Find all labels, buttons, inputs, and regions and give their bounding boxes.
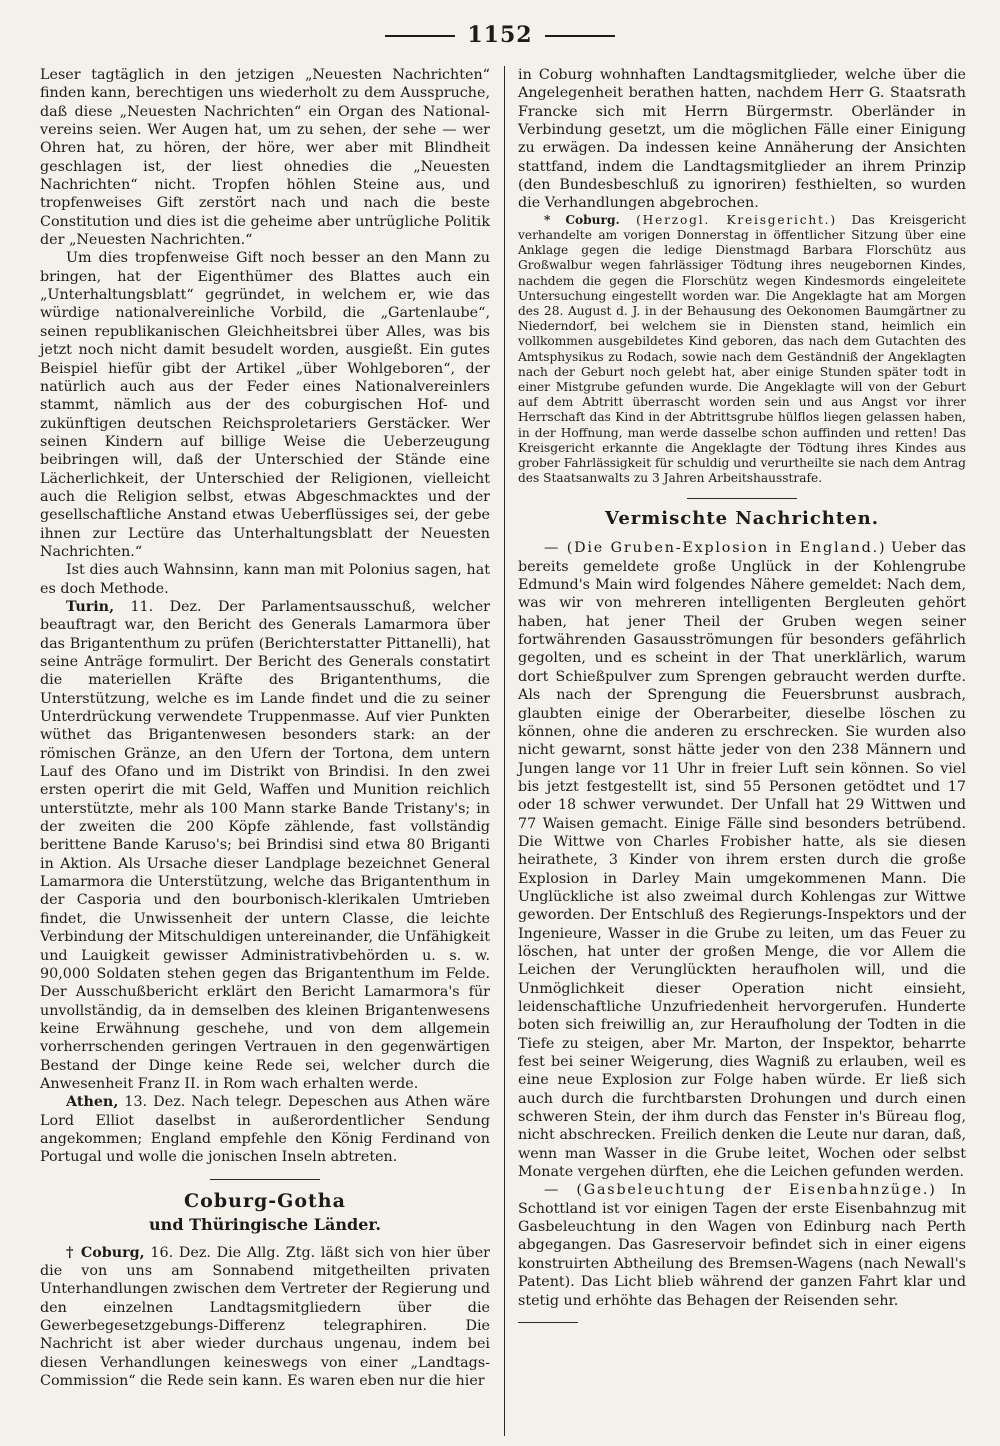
paragraph-landtag-continued: in Coburg wohnhaften Landtagsmitglieder, welche über die Angelegenheit berathen hatten, nachdem Herr G. Staatsrath Francke sich mit Herrn Bürgermstr. Oberländer in Verbindung gesetzt, um die möglichen Fälle einer Einigung zu erwägen. Da indessen keine Annäherung der Ansichten stattfand, indem die Landtagsmitglieder an ihrem Prinzip (den Bundesbeschluß zu ignoriren) festhielten, so wurden die Verhandlungen abgebrochen. xyxy=(518,67,966,212)
article-turin xyxy=(40,598,490,1093)
article-kreisgericht xyxy=(518,213,966,487)
gasbeleuchtung-text: In Schottland ist vor einigen Tagen der erste Eisenbahnzug mit Gasbeleuchtung in den Wagen von Edinburg nach Perth abgegangen. Das Gasreservoir befindet sich in einer eigens konstruirten Abtheilung des Bremsen-Wagens (nach Newall's Patent). Das Licht blieb während der ganzen Fahrt klar und stetig und erhöhte das Behagen der Reisenden sehr. xyxy=(518,1182,966,1309)
court-label: (Herzogl. Kreisgericht.) xyxy=(619,212,837,227)
article-gasbeleuchtung xyxy=(518,1181,966,1309)
article-gruben-explosion xyxy=(518,539,966,1181)
heading-thueringische-laender: und Thüringische Länder. xyxy=(149,1214,381,1234)
page-number-rule-right xyxy=(545,35,615,37)
gruben-explosion-label: — (Die Gruben-Explosion in England.) xyxy=(544,540,887,557)
dateline-athen: Athen, xyxy=(66,1094,119,1111)
dateline-turin: Turin, xyxy=(66,598,115,615)
paragraph-neueste-nachrichten: Leser tagtäglich in den jetzigen „Neuesten Nachrichten“ finden kann, berechtigen uns wiederholt zu dem Ausspruche, daß diese „Neuesten Nachrichten“ ein Organ des National-vereins seien. Wer Augen hat, um zu sehen, der sehe — wer Ohren hat, zu hören, der höre, wer aber mit Blindheit geschlagen ist, der liest ohnedies die „Neuesten Nachrichten“ nicht. Tropfen höhlen Steine aus, und tropfenweises Gift zerstört nach und nach die beste Constitution und dies ist die geheime aber untrügliche Politik der „Neuesten Nachrichten.“ xyxy=(40,67,490,249)
article-coburg-unterhandlungen xyxy=(40,1244,490,1391)
page-number-text: 1152 xyxy=(467,22,533,48)
page-number-rule-left xyxy=(385,35,455,37)
paragraph-polonius: Ist dies auch Wahnsinn, kann man mit Polonius sagen, hat es doch Methode. xyxy=(40,562,490,597)
heading-coburg-gotha: Coburg-Gotha xyxy=(184,1189,346,1212)
court-text: Das Kreisgericht verhandelte am vorigen Donnerstag in öffentlicher Sitzung über eine Anklage gegen die ledige Dienstmagd Barbara Florschütz aus Großwalbur wegen fahrlässiger Tödtung ihres neugebornen Kindes, nachdem die gegen die Florschütz wegen Kindesmords eingeleitete Untersuchung eingestellt worden war. Die Angeklagte hat am Morgen des 28. August d. J. in der Behausung des Oekonomen Baumgärtner zu Niederndorf, bei welchem sie in Diensten stand, heimlich ein vollkommen ausgebildetes Kind geboren, das nach dem Gutachten des Amtsphysikus zu Rodach, sowie nach dem Geständniß der Angeklagten nach der Geburt noch gelebt hat, aber einige Stunden später todt in einer Mistgrube gefunden wurde. Die Angeklagte will von der Geburt auf dem Abtritt überrascht worden sein und aus Angst vor ihrer Herrschaft das Kind in der Abtrittsgrube hülflos liegen gelassen haben, in der Hoffnung, man werde dasselbe schon auffinden und retten! Das Kreisgericht erkannte die Angeklagte der Tödtung ihres Kindes aus grober Fahrlässigkeit für schuldig und verurtheilte sie nach dem Antrag des Staatsanwalts zu 3 Jahren Arbeitshausstrafe. xyxy=(518,212,966,486)
heading-vermischte-nachrichten: Vermischte Nachrichten. xyxy=(605,508,879,530)
dateline-coburg-court: * Coburg. xyxy=(544,212,620,227)
article-coburg-text: 16. Dez. Die Allg. Ztg. läßt sich von hier über die von uns am Sonnabend mitgetheilten privaten Unterhandlungen zwischen dem Vertreter der Regierung und den einzelnen Landtagsmitgliedern über die Gewerbegesetzgebungs-Differenz telegraphiren. Die Nachricht ist aber wieder durchaus ungenau, indem bei diesen Verhandlungen keineswegs von einer „Landtags-Commission“ die Rede sein kann. Es waren eben nur die hier xyxy=(40,1244,490,1390)
right-column xyxy=(518,66,966,1331)
gruben-explosion-text: Ueber das bereits gemeldete große Unglück in der Kohlengrube Edmund's Main wird folgendes Nähere gemeldet: Nach dem, was wir von mehreren intelligenten Bergleuten gehört haben, hat jener Theil der Gruben wegen seiner fortwährenden Gasausströmungen für besonders gefährlich gegolten, und es scheint in der That unerklärlich, warum dort Schießpulver zum Sprengen gebraucht werden durfte. Als nach der Sprengung die Feuersbrunst ausbrach, glaubten einige der Oberarbeiter, dieselbe löschen zu können, ohne die anderen zu erschrecken. Sie wurden also nicht gewarnt, sonst hätte jeder von den 238 Männern und Jungen lange vor 11 Uhr in freier Luft sein können. So viel bis jetzt festgestellt ist, sind 55 Personen getödtet und 17 oder 18 schwer verwundet. Der Unfall hat 29 Wittwen und 77 Waisen gemacht. Einige Fälle sind besonders betrübend. Die Wittwe von Charles Frobisher hatte, als sie diesen heirathete, 3 Kinder von ihrem ersten durch die große Explosion in Darley Main umgekommenen Mann. Die Unglückliche ist also zweimal durch Kohlengas zur Wittwe geworden. Der Entschluß des Regierungs-Inspektors und der Ingenieure, Wasser in die Grube zu leiten, um das Feuer zu löschen, hat unter der großen Menge, die vor Allem die Leichen der Verunglückten heraufholen will, und die Unmöglichkeit dieser Operation nicht einsieht, leidenschaftliche Unzufriedenheit hervorgerufen. Hunderte boten sich freiwillig an, zur Heraufholung der Todten in die Tiefe zu steigen, aber Mr. Marton, der Inspektor, beharrte fest bei seiner Weigerung, dies Wagniß zu erlauben, weil es eine neue Explosion zur Folge haben würde. Er ließ sich auch durch die furchtbarsten Drohungen und durch einen schweren Stein, der ihm durch das Fenster in's Büreau flog, nicht abschrecken. Freilich denken die Leute nur daran, daß, wenn man Wasser in die Grube leitet, Wochen oder selbst Monate vergehen dürften, ehe die Leichen gefunden werden. xyxy=(518,540,966,1181)
end-rule xyxy=(518,1322,578,1323)
dateline-coburg: † Coburg, xyxy=(66,1244,145,1261)
left-column xyxy=(40,66,490,1390)
gasbeleuchtung-label: — (Gasbeleuchtung der Eisenbahnzüge.) xyxy=(544,1182,937,1199)
article-athen xyxy=(40,1093,490,1166)
article-athen-text: 13. Dez. Nach telegr. Depeschen aus Athen wäre Lord Elliot daselbst in außerordentlicher Sendung angekommen; England empfehle den König Ferdinand von Portugal und wolle die jonischen Inseln abtreten. xyxy=(40,1094,490,1166)
column-divider xyxy=(504,66,505,1436)
paragraph-unterhaltungsblatt: Um dies tropfenweise Gift noch besser an den Mann zu bringen, hat der Eigenthümer des Blattes auch ein „Unterhaltungsblatt“ gegründet, in welchem er, wie das würdige nationalvereinliche Vorbild, die „Gartenlaube“, seinen republikanischen Gleichheitsbrei über Alles, was bis jetzt noch nicht damit besudelt worden, ausgießt. Ein gutes Beispiel hiefür gibt der Artikel „über Wohlgeboren“, der natürlich auch aus der Feder eines Nationalvereinlers stammt, nämlich aus der des coburgischen Hof- und zukünftigen deutschen Reichsproletariers Gerstäcker. Wer seinen Kindern auf billige Weise die Ueberzeugung beibringen will, daß der Unterschied der Stände eine Lächerlichkeit, der Unterschied der Religionen, vielleicht auch die Religion selbst, etwas Abgeschmacktes und der gesellschaftliche Anstand etwas Ueberflüssiges sei, der gebe ihnen zur Lectüre das Unterhaltungsblatt der Neuesten Nachrichten.“ xyxy=(40,250,490,560)
article-turin-text: 11. Dez. Der Parlamentsausschuß, welcher beauftragt war, den Bericht des Generals Lamarmora über das Brigantenthum zu prüfen (Berichterstatter Pittanelli), hat seine Anträge formulirt. Der Bericht des Generals constatirt die materiellen Kräfte des Brigantenthums, die Unterstützung, welche es im Lande findet und die zu seiner Unterdrückung verwendete Truppenmasse. Auf vier Punkten wüthet das Brigantenwesen besonders stark: an der römischen Gränze, an den Ufern der Tortona, dem untern Lauf des Ofano und im Distrikt von Brindisi. In den zwei ersten operirt die mit Geld, Waffen und Munition reichlich unterstützte, mehr als 100 Mann starke Bande Tristany's; in der zweiten die 200 Köpfe zählende, fast vollständig berittene Bande Karuso's; bei Brindisi sind etwa 80 Briganti in Aktion. Als Ursache dieser Landplage bezeichnet General Lamarmora die Unterstützung, welche das Brigantenthum in der Casporia und den bourbonisch-klerikalen Umtrieben findet, die Unwissenheit der untern Classe, die leichte Verbindung der Mitschuldigen untereinander, die Unfähigkeit und Lauigkeit gewisser Administrativbehörden u. s. w. 90,000 Soldaten stehen gegen das Brigantenthum im Felde. Der Ausschußbericht erklärt den Bericht Lamarmora's für unvollständig, da in demselben des kleinen Brigantenwesens keine Erwähnung geschehe, und von dem allgemein vorherrschenden geringen Vertrauen in den gegenwärtigen Bestand der Dinge keine Rede sei, welcher durch die Anwesenheit Franz II. in Rom wach erhalten werde. xyxy=(40,598,490,1092)
section-separator-right xyxy=(687,498,797,499)
section-separator xyxy=(210,1179,320,1180)
page-number xyxy=(0,22,1000,48)
